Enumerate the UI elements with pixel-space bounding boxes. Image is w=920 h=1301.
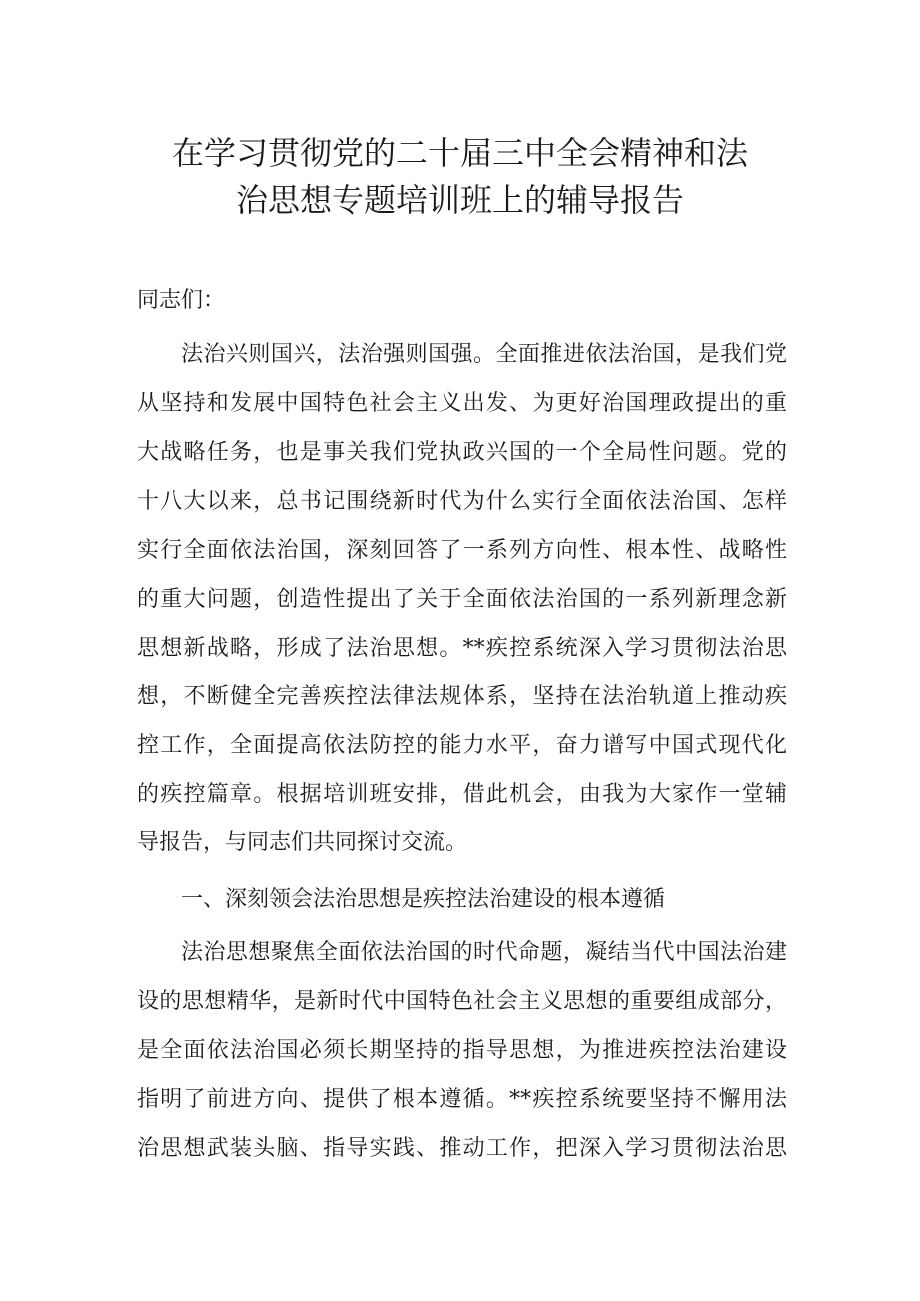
paragraph-2-line-5: 治思想武装头脑、指导实践、推动工作，把深入学习贯彻法治思 — [137, 1136, 787, 1161]
paragraph-1-line-6: 的重大问题，创造性提出了关于全面依法治国的一系列新理念新 — [137, 587, 787, 612]
paragraph-1-line-2: 从坚持和发展中国特色社会主义出发、为更好治国理政提出的重 — [137, 391, 787, 416]
paragraph-2-line-2: 设的思想精华，是新时代中国特色社会主义思想的重要组成部分， — [137, 989, 787, 1014]
paragraph-2-line-3: 是全面依法治国必须长期坚持的指导思想，为推进疾控法治建设 — [137, 1038, 787, 1063]
paragraph-1-line-4: 十八大以来，总书记围绕新时代为什么实行全面依法治国、怎样 — [137, 489, 787, 514]
paragraph-1-line-9: 控工作，全面提高依法防控的能力水平，奋力谱写中国式现代化 — [137, 733, 787, 758]
document-title-line-2: 治思想专题培训班上的辅导报告 — [235, 181, 684, 219]
paragraph-2-line-4: 指明了前进方向、提供了根本遵循。**疾控系统要坚持不懈用法 — [137, 1087, 787, 1112]
paragraph-1-line-3: 大战略任务，也是事关我们党执政兴国的一个全局性问题。党的 — [137, 440, 787, 465]
paragraph-1-line-8: 想，不断健全完善疾控法律法规体系，坚持在法治轨道上推动疾 — [137, 684, 787, 709]
document-title-line-1: 在学习贯彻党的二十届三中全会精神和法 — [171, 134, 748, 172]
section-1-heading: 一、深刻领会法治思想是疾控法治建设的根本遵循 — [181, 887, 666, 912]
paragraph-2-line-1: 法治思想聚焦全面依法治国的时代命题，凝结当代中国法治建 — [181, 940, 787, 965]
paragraph-1-line-11: 导报告，与同志们共同探讨交流。 — [137, 830, 468, 855]
paragraph-1-line-5: 实行全面依法治国，深刻回答了一系列方向性、根本性、战略性 — [137, 538, 787, 563]
paragraph-1-line-7: 思想新战略，形成了法治思想。**疾控系统深入学习贯彻法治思 — [137, 636, 787, 661]
salutation: 同志们： — [137, 288, 226, 313]
paragraph-1-line-1: 法治兴则国兴，法治强则国强。全面推进依法治国，是我们党 — [181, 342, 787, 367]
paragraph-1-line-10: 的疾控篇章。根据培训班安排，借此机会，由我为大家作一堂辅 — [137, 782, 787, 807]
